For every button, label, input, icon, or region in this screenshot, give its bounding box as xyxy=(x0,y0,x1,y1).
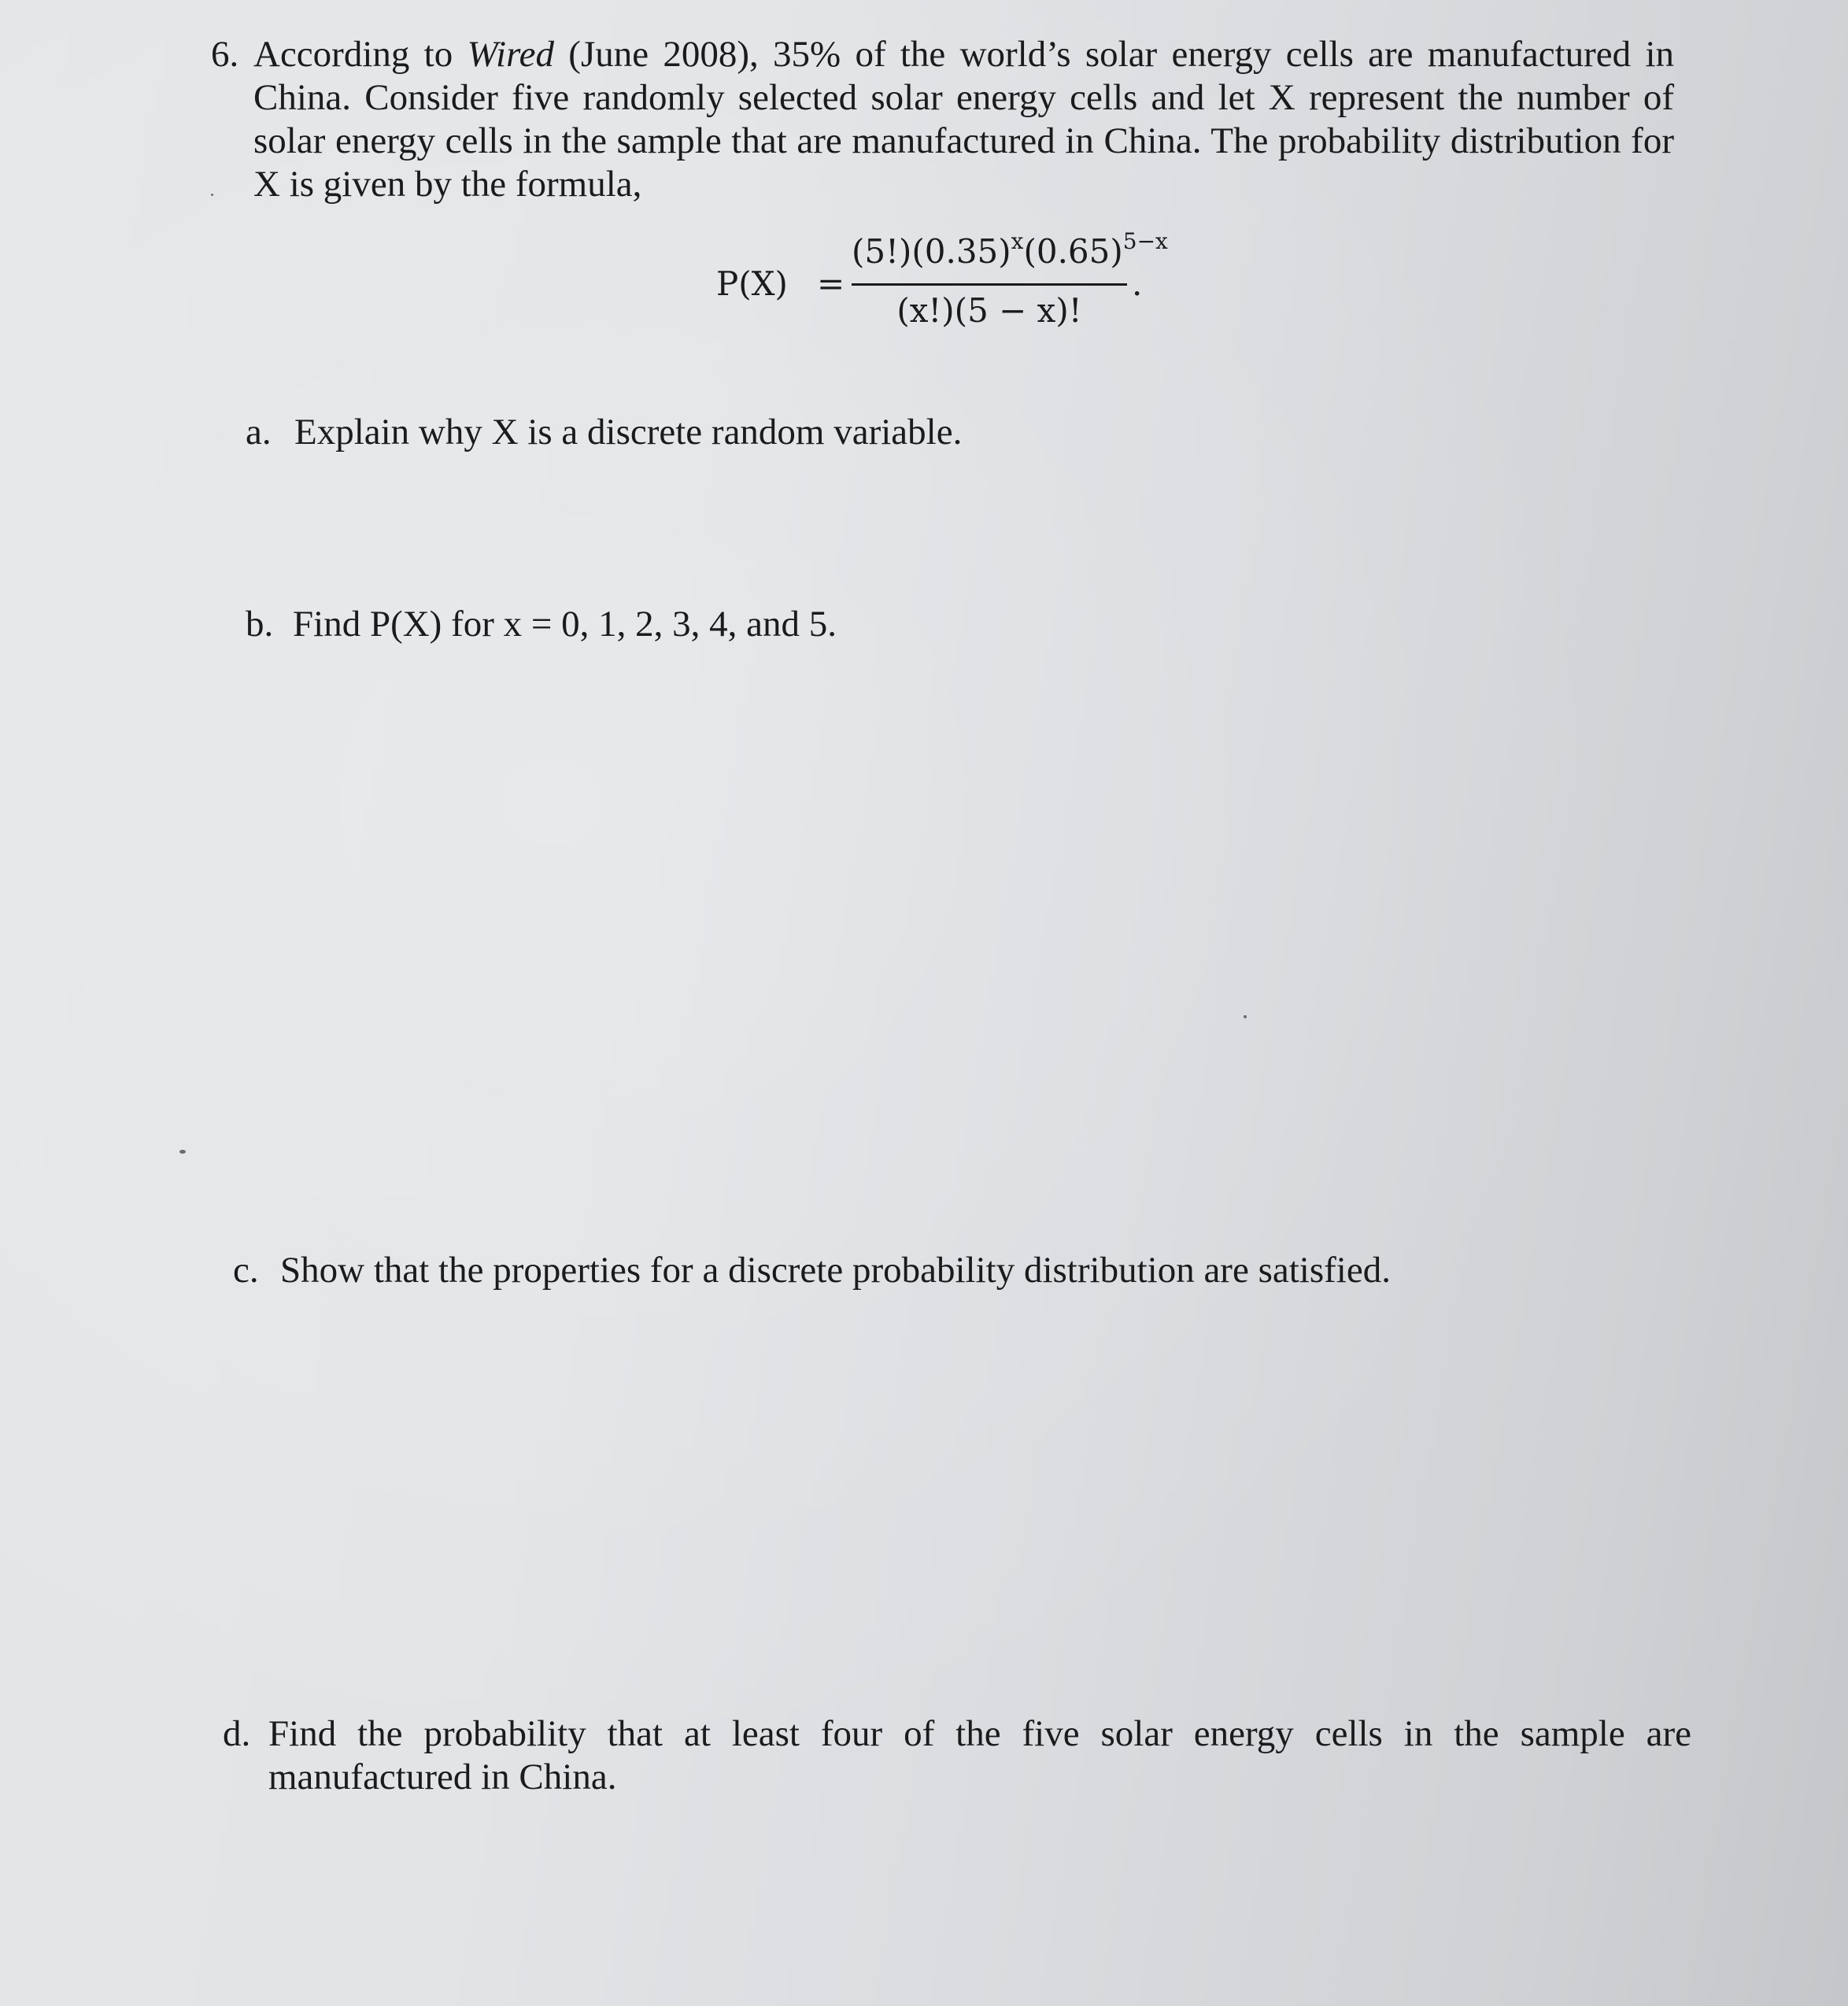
part-d-text: Find the probability that at least four of the five solar energy cells in the sample are manufactured in China. xyxy=(268,1713,1691,1797)
formula-numerator xyxy=(852,228,1168,271)
part-c xyxy=(233,1249,1571,1296)
formula-denominator: (x!)(5 − x)! xyxy=(896,291,1082,330)
part-b-letter: b. xyxy=(246,604,274,645)
part-b xyxy=(246,603,1347,650)
numerator-exponent-x: x xyxy=(1011,228,1024,254)
fraction-bar xyxy=(852,283,1127,286)
part-d-letter: d. xyxy=(223,1713,251,1754)
part-a xyxy=(246,411,1347,458)
formula-period: . xyxy=(1132,264,1143,303)
formula-lhs: P(X) xyxy=(716,264,788,303)
source-title: Wired xyxy=(467,34,555,75)
problem-number: 6. xyxy=(211,34,239,75)
part-c-text: Show that the properties for a discrete probability distribution are satisfied. xyxy=(280,1250,1391,1291)
part-d xyxy=(223,1712,1695,1807)
numerator-mid: (0.65) xyxy=(1023,232,1123,271)
part-a-text: Explain why X is a discrete random variable. xyxy=(294,412,963,453)
problem-intro xyxy=(253,33,1674,206)
intro-body-text: (June 2008), 35% of the world’s solar energy cells are manufactured in China. Consider five randomly selected solar energy cells and let X represent the number of solar energy cells in the sample that are manufactured in China. The probability distribution for X is given by the formula, xyxy=(253,34,1675,205)
paper-speck xyxy=(179,1150,186,1154)
numerator-exponent-5-minus-x: 5−x xyxy=(1122,228,1168,254)
formula-equals: = xyxy=(817,264,845,303)
paper-speck xyxy=(211,194,213,196)
probability-formula xyxy=(716,228,1220,346)
intro-lead-text: According to xyxy=(253,34,468,75)
part-c-letter: c. xyxy=(233,1250,259,1291)
paper-speck xyxy=(1244,1015,1247,1018)
numerator-base: (5!)(0.35) xyxy=(852,232,1011,271)
part-a-letter: a. xyxy=(246,412,272,453)
part-b-text: Find P(X) for x = 0, 1, 2, 3, 4, and 5. xyxy=(293,604,837,645)
